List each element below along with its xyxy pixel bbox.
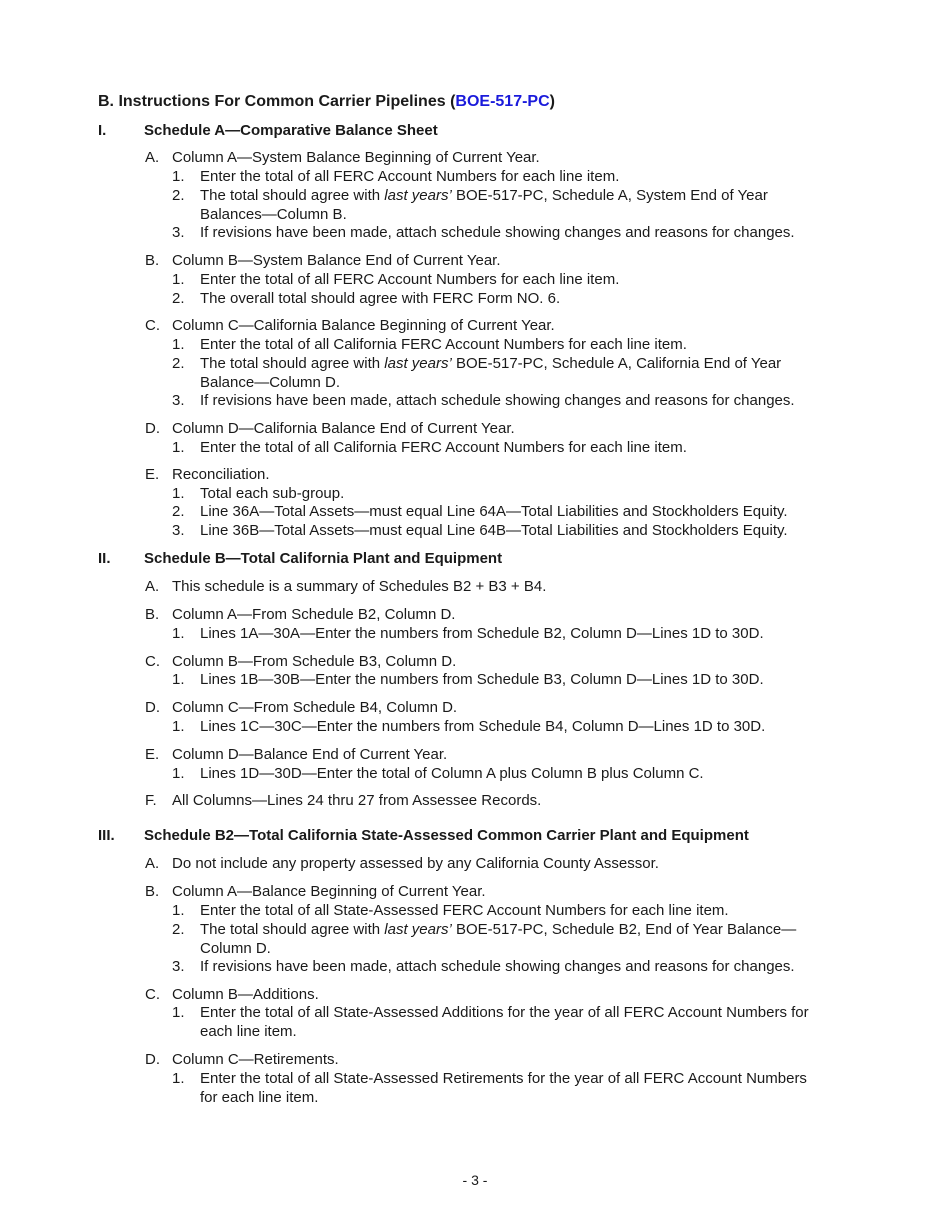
sub-text: The overall total should agree with FERC Form NO. 6.	[200, 290, 561, 307]
item-letter: D.	[145, 699, 160, 716]
sub-number: 2.	[172, 290, 185, 307]
list-item	[145, 746, 447, 765]
item-letter: B.	[145, 883, 160, 900]
item-text: Column A—System Balance Beginning of Current Year.	[172, 149, 540, 166]
sub-text: Lines 1D—30D—Enter the total of Column A plus Column B plus Column C.	[200, 765, 704, 782]
sub-number: 1.	[172, 718, 185, 735]
item-text: Column C—Retirements.	[172, 1051, 339, 1068]
sub-number: 1.	[172, 1070, 185, 1087]
sub-item	[172, 1070, 807, 1107]
item-text: Column B—From Schedule B3, Column D.	[172, 653, 457, 670]
item-letter: A.	[145, 855, 160, 872]
page-number: - 3 -	[462, 1172, 488, 1188]
section-title: Schedule B2—Total California State-Assessed Common Carrier Plant and Equipment	[144, 827, 749, 844]
sub-item	[172, 439, 687, 458]
item-text: Column A—From Schedule B2, Column D.	[172, 606, 456, 623]
sub-text: The total should agree with last years’ BOE-517-PC, Schedule A, California End of Year Balance—Column D.	[200, 355, 782, 391]
sub-number: 3.	[172, 522, 185, 539]
sub-number: 1.	[172, 336, 185, 353]
sub-text: Lines 1C—30C—Enter the numbers from Schedule B4, Column D—Lines 1D to 30D.	[200, 718, 766, 735]
sub-text: Line 36A—Total Assets—must equal Line 64A—Total Liabilities and Stockholders Equity.	[200, 503, 788, 520]
item-text: Column C—California Balance Beginning of Current Year.	[172, 317, 555, 334]
sub-text: Enter the total of all California FERC Account Numbers for each line item.	[200, 439, 687, 456]
item-text: Column D—Balance End of Current Year.	[172, 746, 448, 763]
item-letter: C.	[145, 986, 160, 1003]
item-text: Do not include any property assessed by any California County Assessor.	[172, 855, 659, 872]
list-item	[145, 653, 456, 672]
item-letter: C.	[145, 317, 160, 334]
sub-text: Lines 1B—30B—Enter the numbers from Schedule B3, Column D—Lines 1D to 30D.	[200, 671, 764, 688]
sub-number: 1.	[172, 625, 185, 642]
sub-text: Line 36B—Total Assets—must equal Line 64B—Total Liabilities and Stockholders Equity.	[200, 522, 788, 539]
sub-item	[172, 392, 795, 411]
sub-text: Enter the total of all State-Assessed Retirements for the year of all FERC Account Numbers for each line item.	[200, 1070, 807, 1106]
sub-text: The total should agree with last years’ BOE-517-PC, Schedule B2, End of Year Balance— Column D.	[200, 921, 797, 957]
sub-item	[172, 958, 795, 977]
sub-text: Enter the total of all California FERC Account Numbers for each line item.	[200, 336, 687, 353]
list-item	[145, 699, 457, 718]
title-prefix: B. Instructions For Common Carrier Pipelines (	[98, 93, 456, 110]
sub-item	[172, 625, 764, 644]
sub-number: 2.	[172, 503, 185, 520]
sub-text: If revisions have been made, attach schedule showing changes and reasons for changes.	[200, 392, 795, 409]
sub-text: Total each sub-group.	[200, 485, 345, 502]
item-letter: A.	[145, 149, 160, 166]
sub-text: Enter the total of all State-Assessed FERC Account Numbers for each line item.	[200, 902, 729, 919]
section-number: I.	[98, 122, 107, 139]
item-text: Column B—Additions.	[172, 986, 319, 1003]
list-item	[145, 466, 270, 485]
sub-item	[172, 355, 781, 392]
item-letter: D.	[145, 420, 160, 437]
sub-number: 1.	[172, 1004, 185, 1021]
sub-text: Enter the total of all State-Assessed Additions for the year of all FERC Account Numbers for each line item.	[200, 1004, 809, 1040]
sub-item	[172, 271, 619, 290]
item-text: Column C—From Schedule B4, Column D.	[172, 699, 458, 716]
sub-item	[172, 522, 788, 541]
list-item	[145, 792, 541, 811]
sub-number: 3.	[172, 392, 185, 409]
item-text: All Columns—Lines 24 thru 27 from Assessee Records.	[172, 792, 542, 809]
sub-number: 1.	[172, 671, 185, 688]
sub-number: 1.	[172, 168, 185, 185]
section-number: II.	[98, 550, 111, 567]
list-item	[145, 986, 319, 1005]
sub-item	[172, 765, 704, 784]
item-text: Column B—System Balance End of Current Year.	[172, 252, 501, 269]
sub-number: 2.	[172, 355, 185, 372]
sub-item	[172, 921, 796, 958]
sub-item	[172, 671, 764, 690]
item-text: Column D—California Balance End of Current Year.	[172, 420, 515, 437]
sub-text: Enter the total of all FERC Account Numbers for each line item.	[200, 271, 620, 288]
section-heading	[98, 550, 502, 567]
item-letter: C.	[145, 653, 160, 670]
sub-item	[172, 290, 560, 309]
sub-item	[172, 1004, 809, 1041]
form-link[interactable]: BOE-517-PC	[455, 93, 550, 110]
sub-text: If revisions have been made, attach schedule showing changes and reasons for changes.	[200, 958, 795, 975]
sub-number: 2.	[172, 921, 185, 938]
sub-item	[172, 503, 788, 522]
sub-number: 1.	[172, 439, 185, 456]
list-item	[145, 252, 501, 271]
sub-text: If revisions have been made, attach schedule showing changes and reasons for changes.	[200, 224, 795, 241]
sub-item	[172, 224, 795, 243]
item-text: This schedule is a summary of Schedules B2 + B3 + B4.	[172, 578, 547, 595]
item-letter: D.	[145, 1051, 160, 1068]
sub-number: 3.	[172, 224, 185, 241]
sub-item	[172, 718, 765, 737]
sub-number: 1.	[172, 902, 185, 919]
item-letter: E.	[145, 746, 160, 763]
list-item	[145, 883, 486, 902]
sub-number: 3.	[172, 958, 185, 975]
section-title: Schedule B—Total California Plant and Equipment	[144, 550, 503, 567]
item-letter: E.	[145, 466, 160, 483]
list-item	[145, 317, 555, 336]
sub-item	[172, 168, 619, 187]
item-text: Reconciliation.	[172, 466, 270, 483]
item-letter: B.	[145, 606, 160, 623]
document-title	[98, 93, 555, 111]
section-title: Schedule A—Comparative Balance Sheet	[144, 122, 438, 139]
sub-number: 1.	[172, 271, 185, 288]
list-item	[145, 1051, 339, 1070]
title-suffix: )	[549, 93, 555, 110]
list-item	[145, 855, 659, 874]
section-number: III.	[98, 827, 115, 844]
item-letter: F.	[145, 792, 157, 809]
list-item	[145, 149, 540, 168]
sub-number: 1.	[172, 765, 185, 782]
sub-number: 2.	[172, 187, 185, 204]
list-item	[145, 420, 515, 439]
list-item	[145, 578, 546, 597]
section-heading	[98, 122, 438, 139]
sub-text: Enter the total of all FERC Account Numbers for each line item.	[200, 168, 620, 185]
sub-item	[172, 485, 344, 504]
sub-text: The total should agree with last years’ BOE-517-PC, Schedule A, System End of Year Balances—Column B.	[200, 187, 768, 223]
sub-item	[172, 902, 729, 921]
item-letter: A.	[145, 578, 160, 595]
sub-text: Lines 1A—30A—Enter the numbers from Schedule B2, Column D—Lines 1D to 30D.	[200, 625, 764, 642]
sub-item	[172, 187, 768, 224]
sub-number: 1.	[172, 485, 185, 502]
item-letter: B.	[145, 252, 160, 269]
section-heading	[98, 827, 749, 844]
sub-item	[172, 336, 687, 355]
list-item	[145, 606, 455, 625]
item-text: Column A—Balance Beginning of Current Year.	[172, 883, 486, 900]
